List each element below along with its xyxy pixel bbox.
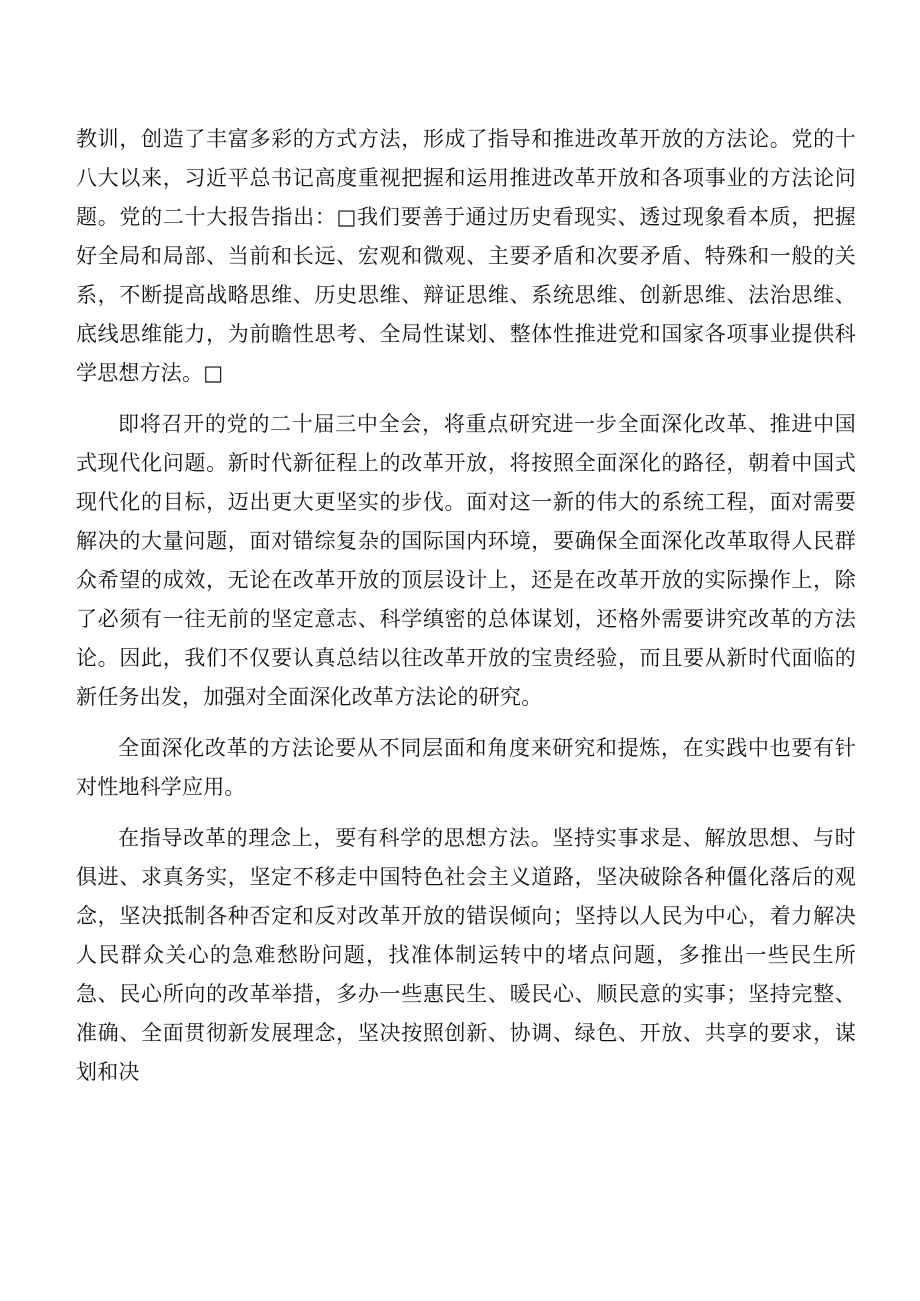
paragraph-continued: 教训，创造了丰富多彩的方式方法，形成了指导和推进改革开放的方法论。党的十八大以来，习近平总书记高度重视把握和运用推进改革开放和各项事业的方法论问题。党的二十大报告指出：□我们要善于通过历史看现实、透过现象看本质，把握好全局和局部、当前和长远、宏观和微观、主要矛盾和次要矛盾、特殊和一般的关系，不断提高战略思维、历史思维、辩证思维、系统思维、创新思维、法治思维、底线思维能力，为前瞻性思考、全局性谋划、整体性推进党和国家各项事业提供科学思想方法。□ — [76, 127, 856, 385]
paragraph-guiding-philosophy: 在指导改革的理念上，要有科学的思想方法。坚持实事求是、解放思想、与时俱进、求真务实，坚定不移走中国特色社会主义道路，坚决破除各种僵化落后的观念，坚决抵制各种否定和反对改革开放的错误倾向；坚持以人民为中心，着力解决人民群众关心的急难愁盼问题，找准体制运转中的堵点问题，多推出一些民生所急、民心所向的改革举措，多办一些惠民生、暖民心、顺民意的实事；坚持完整、准确、全面贯彻新发展理念，坚决按照创新、协调、绿色、开放、共享的要求，谋划和决 — [76, 826, 856, 1084]
document-body — [76, 120, 856, 1092]
paragraph-plenary-session: 即将召开的党的二十届三中全会，将重点研究进一步全面深化改革、推进中国式现代化问题。新时代新征程上的改革开放，将按照全面深化的路径，朝着中国式现代化的目标，迈出更大更坚实的步伐。面对这一新的伟大的系统工程，面对需要解决的大量问题，面对错综复杂的国际国内环境，要确保全面深化改革取得人民群众希望的成效，无论在改革开放的顶层设计上，还是在改革开放的实际操作上，除了必须有一往无前的坚定意志、科学缜密的总体谋划，还格外需要讲究改革的方法论。因此，我们不仅要认真总结以往改革开放的宝贵经验，而且要从新时代面临的新任务出发，加强对全面深化改革方法论的研究。 — [76, 412, 856, 709]
paragraph-methodology-overview: 全面深化改革的方法论要从不同层面和角度来研究和提炼，在实践中也要有针对性地科学应用。 — [76, 736, 856, 799]
